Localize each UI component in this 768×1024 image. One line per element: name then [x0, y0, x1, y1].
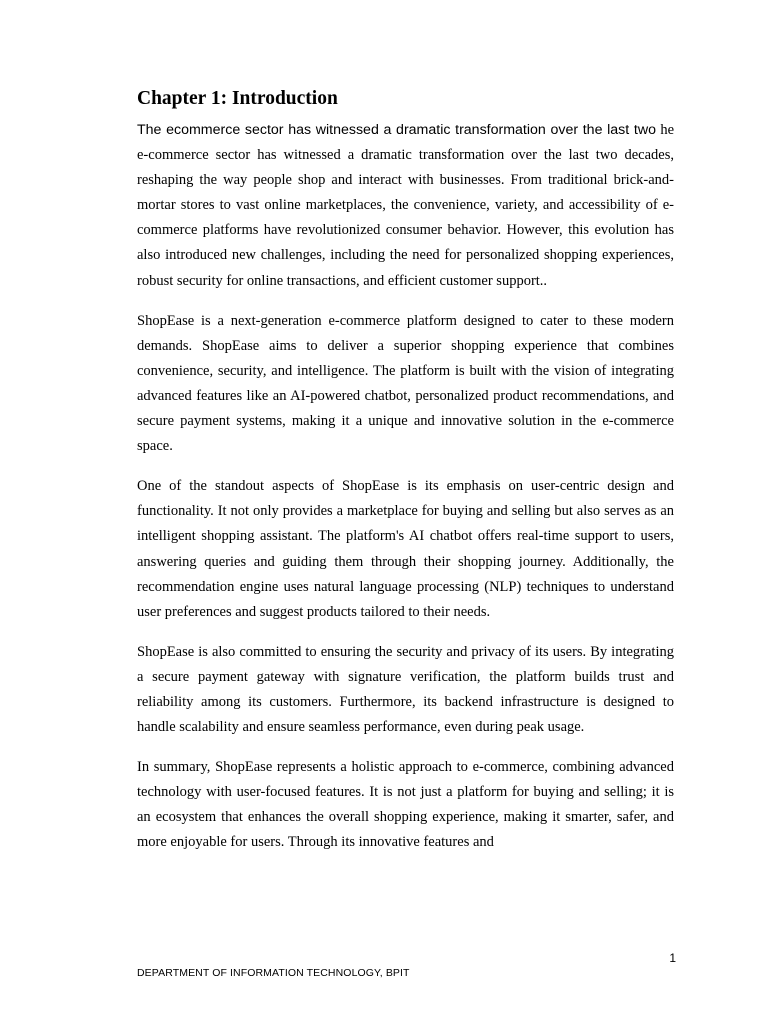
- paragraph-1-lead: The ecommerce sector has witnessed a dramatic transformation over the last two: [137, 122, 656, 138]
- page-body: [137, 86, 674, 871]
- paragraph-1-text: he e-commerce sector has witnessed a dramatic transformation over the last two decades, reshaping the way people shop and interact with businesses. From traditional brick-and-mortar stores to vast online marketplaces, the convenience, variety, and accessibility of e-commerce platforms have revolutionized consumer behavior. However, this evolution has also introduced new challenges, including the need for personalized shopping experiences, robust security for online transactions, and efficient customer support..: [137, 122, 675, 289]
- paragraph-2: ShopEase is a next-generation e-commerce platform designed to cater to these modern demands. ShopEase aims to deliver a superior shopping experience that combines convenience, security, and intelligence. The platform is built with the vision of integrating advanced features like an AI-powered chatbot, personalized product recommendations, and secure payment systems, making it a unique and innovative solution in the e-commerce space.: [137, 312, 674, 455]
- chapter-title: Chapter 1: Introduction: [137, 88, 338, 109]
- paragraph-3: One of the standout aspects of ShopEase is its emphasis on user-centric design and functionality. It not only provides a marketplace for buying and selling but also serves as an intelligent shopping assistant. The platform's AI chatbot offers real-time support to users, answering queries and guiding them through their shopping journey. Additionally, the recommendation engine uses natural language processing (NLP) techniques to understand user preferences and suggest products tailored to their needs.: [137, 478, 674, 620]
- paragraph-5: In summary, ShopEase represents a holistic approach to e-commerce, combining advanced technology with user-focused features. It is not just a platform for buying and selling; it is an ecosystem that enhances the overall shopping experience, making it smarter, safer, and more enjoyable for users. Through its innovative features and: [137, 759, 674, 851]
- paragraph-4: ShopEase is also committed to ensuring the security and privacy of its users. By integrating a secure payment gateway with signature verification, the platform builds trust and reliability among its customers. Furthermore, its backend infrastructure is designed to handle scalability and ensure seamless performance, even during peak usage.: [137, 643, 674, 736]
- page-number: 1: [669, 951, 676, 965]
- page-footer: DEPARTMENT OF INFORMATION TECHNOLOGY, BPIT: [137, 967, 410, 979]
- paragraph-1: [137, 118, 674, 294]
